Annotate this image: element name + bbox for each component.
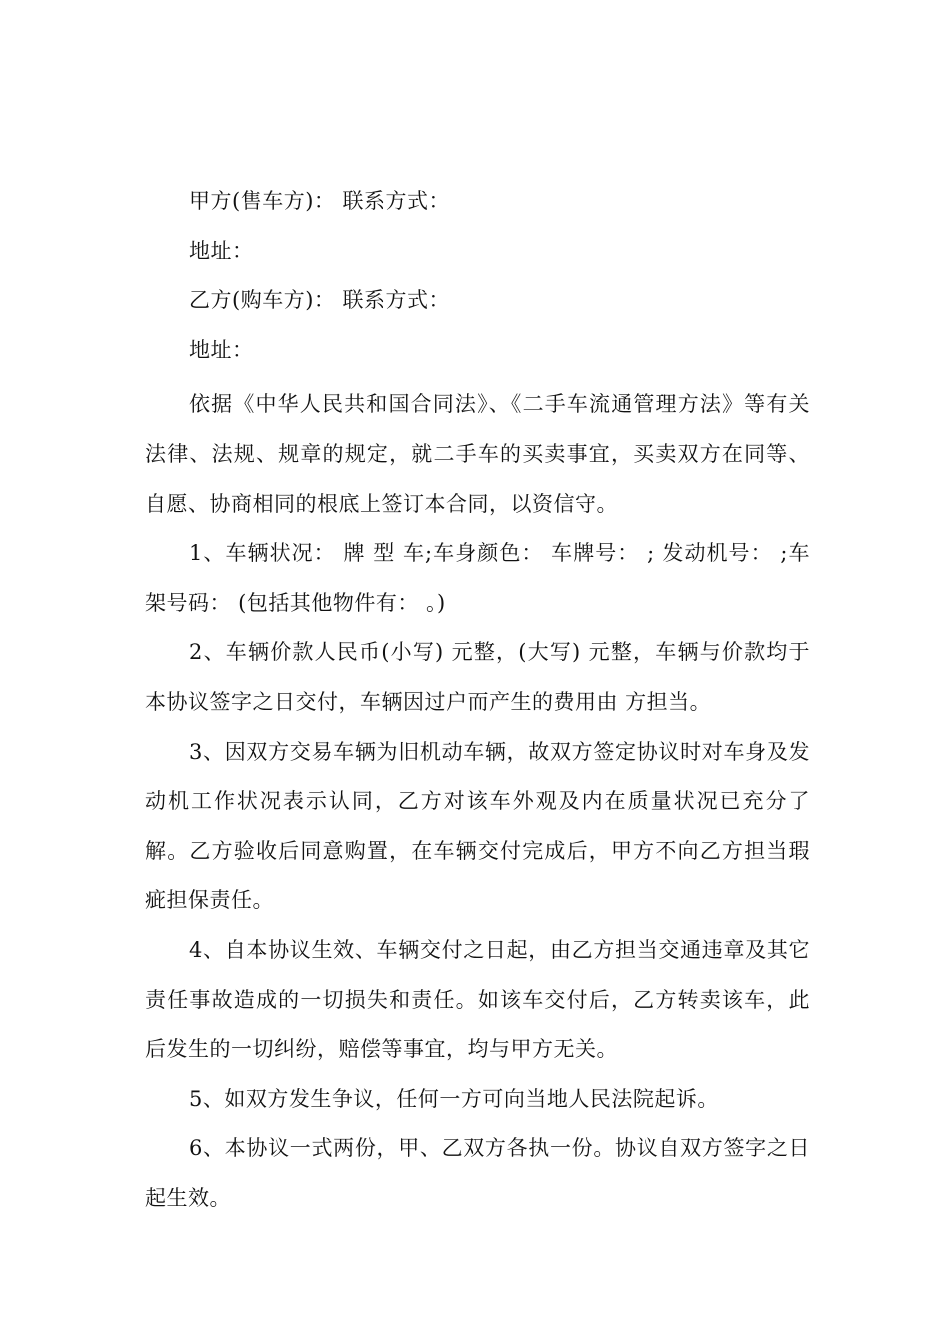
- party-a-line: 甲方(售车方)： 联系方式：: [189, 189, 451, 213]
- clause-4-liability: 4、自本协议生效、车辆交付之日起，由乙方担当交通违章及其它责任事故造成的一切损失和责任。如该车交付后，乙方转卖该车，此后发生的一切纠纷，赔偿等事宜，均与甲方无关。: [145, 937, 810, 1062]
- clause-3-condition: 3、因双方交易车辆为旧机动车辆，故双方签定协议时对车身及发动机工作状况表示认同，乙方对该车外观及内在质量状况已充分了解。乙方验收后同意购置，在车辆交付完成后，甲方不向乙方担当瑕疵担保责任。: [145, 739, 810, 913]
- clause-5-dispute: 5、如双方发生争议，任何一方可向当地人民法院起诉。: [189, 1086, 719, 1111]
- contract-body: [145, 182, 810, 1223]
- party-b-address: 地址：: [189, 337, 254, 362]
- clause-1-vehicle-status: 1、车辆状况： 牌 型 车;车身颜色： 车牌号： ; 发动机号： ;车架号码： (包括其他物件有： 。): [145, 541, 810, 615]
- party-a-address: 地址：: [189, 238, 254, 263]
- clause-6-effect: 6、本协议一式两份，甲、乙双方各执一份。协议自双方签字之日起生效。: [145, 1136, 810, 1210]
- clause-2-price: 2、车辆价款人民币(小写) 元整，(大写) 元整，车辆与价款均于本协议签字之日交付，车辆因过户而产生的费用由 方担当。: [145, 640, 810, 714]
- preamble-paragraph: 依据《中华人民共和国合同法》、《二手车流通管理方法》等有关法律、法规、规章的规定，就二手车的买卖事宜，买卖双方在同等、自愿、协商相同的根底上签订本合同，以资信守。: [145, 392, 810, 516]
- party-b-line: 乙方(购车方)： 联系方式：: [189, 288, 451, 313]
